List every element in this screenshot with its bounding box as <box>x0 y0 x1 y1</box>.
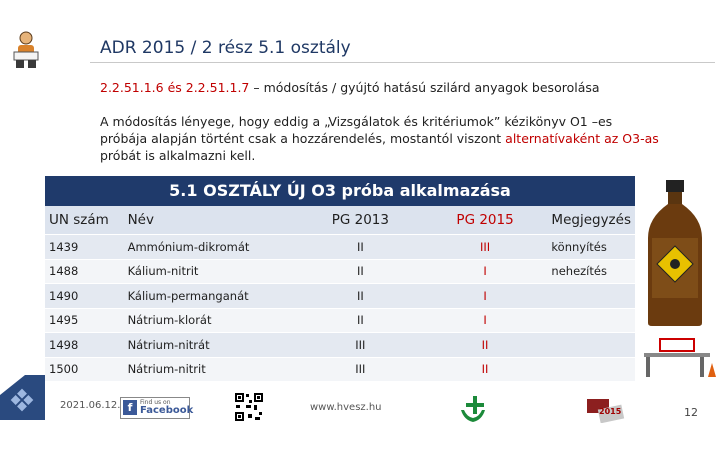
table-title: 5.1 OSZTÁLY ÚJ O3 próba alkalmazása <box>45 176 635 206</box>
cell-un: 1500 <box>45 357 124 381</box>
table-header-row <box>45 206 635 235</box>
cell-pg2013: III <box>298 357 423 381</box>
qr-code-icon[interactable] <box>234 392 264 422</box>
cell-pg2013: II <box>298 259 423 284</box>
paragraph-part-2: próbát is alkalmazni kell. <box>100 148 256 163</box>
windows-logo-icon <box>0 375 45 420</box>
warning-stairs-image <box>640 333 716 379</box>
cell-pg2015: II <box>423 333 548 358</box>
cell-name: Ammónium-dikromát <box>124 235 298 260</box>
cell-pg2015: I <box>423 284 548 309</box>
subheading-reference: 2.2.51.1.6 és 2.2.51.1.7 <box>100 80 250 95</box>
cell-note: könnyítés <box>547 235 635 260</box>
badge-year: 2015 <box>599 407 622 416</box>
cell-un: 1439 <box>45 235 124 260</box>
subheading-text: – módosítás / gyújtó hatású szilárd anyagok besorolása <box>249 80 600 95</box>
cell-un: 1488 <box>45 259 124 284</box>
col-un: UN szám <box>45 206 124 235</box>
cell-note <box>547 357 635 381</box>
table-row <box>45 333 635 358</box>
col-pg2013: PG 2013 <box>298 206 423 235</box>
cell-note <box>547 284 635 309</box>
cell-pg2015: II <box>423 357 548 381</box>
reading-person-icon <box>10 30 42 70</box>
subheading <box>100 80 600 95</box>
table-row <box>45 357 635 381</box>
paragraph-part-1: A módosítás lényege, hogy eddig a „Vizsgálatok és kritériumok” kézikönyv O1 –es próbája alapján történt csak a hozzárendelés, mostantól viszont <box>100 114 613 146</box>
table-row <box>45 235 635 260</box>
col-pg2015: PG 2015 <box>423 206 548 235</box>
cell-un: 1498 <box>45 333 124 358</box>
chemical-bottle-image <box>638 178 712 328</box>
cell-name: Kálium-nitrit <box>124 259 298 284</box>
table-row <box>45 284 635 309</box>
facebook-find-us: Find us on <box>140 399 171 406</box>
cell-name: Nátrium-nitrit <box>124 357 298 381</box>
website-link[interactable]: www.hvesz.hu <box>310 402 382 413</box>
cell-pg2013: II <box>298 235 423 260</box>
cell-note <box>547 333 635 358</box>
cell-pg2013: III <box>298 333 423 358</box>
cell-pg2015: I <box>423 259 548 284</box>
facebook-link[interactable] <box>120 397 194 419</box>
cell-pg2013: II <box>298 284 423 309</box>
cell-pg2013: II <box>298 308 423 333</box>
description-paragraph <box>100 113 660 164</box>
title-divider <box>90 62 715 63</box>
col-name: Név <box>124 206 298 235</box>
table-grid <box>45 206 635 381</box>
first-aid-icon <box>458 394 488 424</box>
facebook-label: Facebook <box>140 405 194 416</box>
col-note: Megjegyzés <box>547 206 635 235</box>
footer-date: 2021.06.12. <box>60 400 121 411</box>
cell-name: Kálium-permanganát <box>124 284 298 309</box>
cell-pg2015: I <box>423 308 548 333</box>
page-title: ADR 2015 / 2 rész 5.1 osztály <box>100 38 351 58</box>
cell-name: Nátrium-klorát <box>124 308 298 333</box>
cell-note: nehezítés <box>547 259 635 284</box>
paragraph-highlight: alternatívaként az O3-as <box>505 131 659 146</box>
cell-pg2015: III <box>423 235 548 260</box>
cell-note <box>547 308 635 333</box>
cell-un: 1495 <box>45 308 124 333</box>
facebook-icon: f <box>123 400 137 415</box>
adr-2015-badge <box>585 397 625 423</box>
page-number: 12 <box>684 406 698 419</box>
table-row <box>45 308 635 333</box>
cell-name: Nátrium-nitrát <box>124 333 298 358</box>
substance-table <box>45 176 635 381</box>
cell-un: 1490 <box>45 284 124 309</box>
table-row <box>45 259 635 284</box>
